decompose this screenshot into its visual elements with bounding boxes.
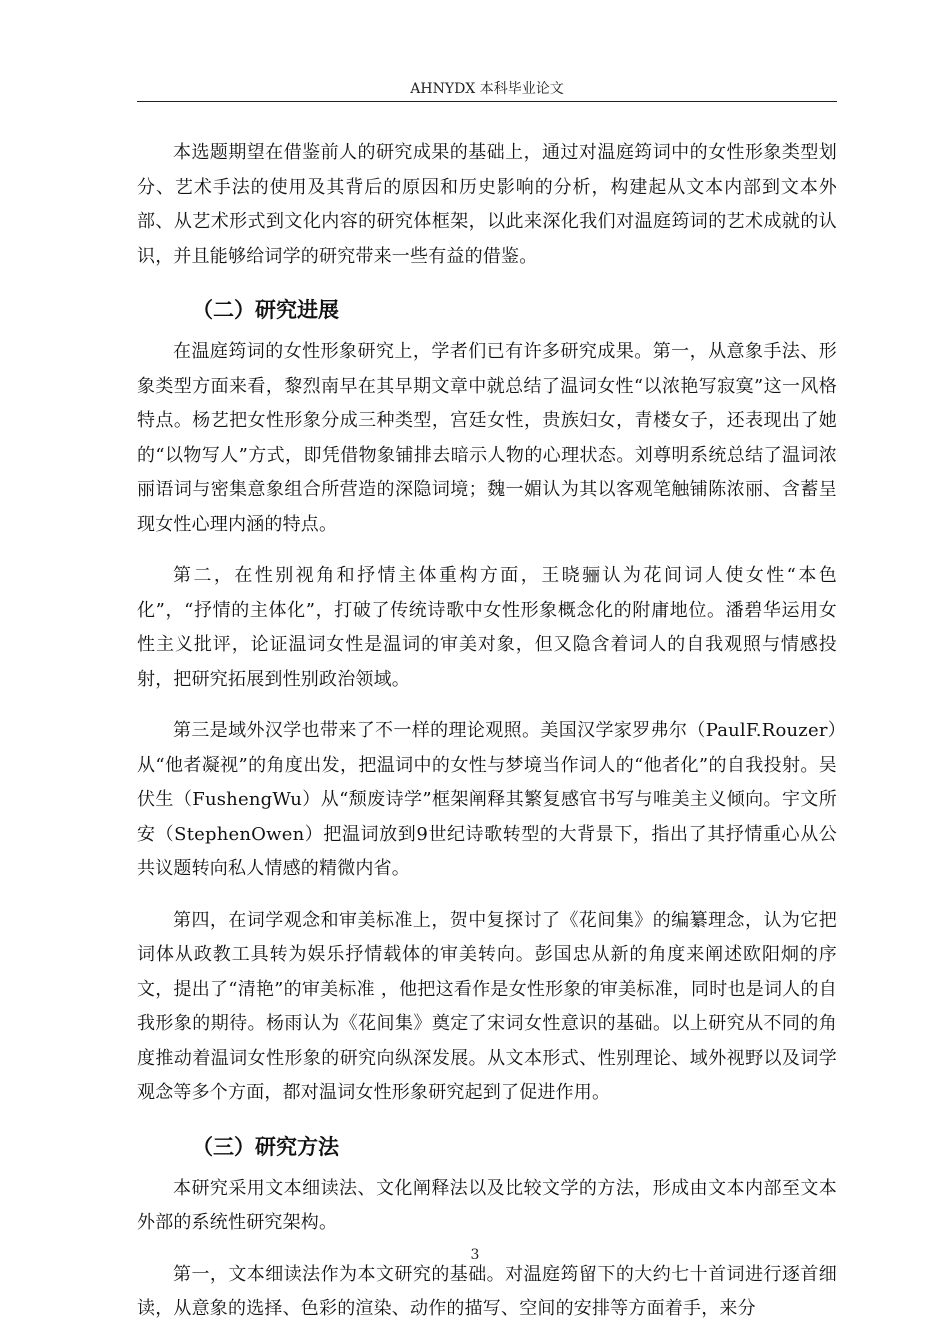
section-heading-research-methods: （三）研究方法 <box>192 1134 339 1159</box>
page-header: AHNYDX 本科毕业论文 <box>410 81 564 97</box>
paragraph: 在温庭筠词的女性形象研究上，学者们已有许多研究成果。第一，从意象手法、形象类型方面来看，黎烈南早在其早期文章中就总结了温词女性“以浓艳写寂寞”这一风格特点。杨艺把女性形象分成三种类型，宫廷女性，贵族妇女，青楼女子，还表现出了她的“以物写人”方式，即凭借物象铺排去暗示人物的心理状态。刘尊明系统总结了温词浓丽语词与密集意象组合所营造的深隐词境；魏一媚认为其以客观笔触铺陈浓丽、含蓄呈现女性心理内涵的特点。 <box>137 341 837 535</box>
paragraph: 本研究采用文本细读法、文化阐释法以及比较文学的方法，形成由文本内部至文本外部的系统性研究架构。 <box>137 1177 837 1233</box>
page-number: 3 <box>470 1247 480 1263</box>
paragraph: 第二，在性别视角和抒情主体重构方面，王晓骊认为花间词人使女性“本色化”，“抒情的主体化”，打破了传统诗歌中女性形象概念化的附庸地位。潘碧华运用女性主义批评，论证温词女性是温词的审美对象，但又隐含着词人的自我观照与情感投射，把研究拓展到性别政治领域。 <box>137 565 837 690</box>
header-divider <box>137 101 837 102</box>
section-heading-research-progress: （二）研究进展 <box>192 298 339 322</box>
page-body <box>137 136 837 1344</box>
paragraph: 第四，在词学观念和审美标准上，贺中复探讨了《花间集》的编纂理念，认为它把词体从政教工具转为娱乐抒情载体的审美转向。彭国忠从新的角度来阐述欧阳炯的序文，提出了“清艳”的审美标准 ，他把这看作是女性形象的审美标准，同时也是词人的自我形象的期待。杨雨认为《花间集》奠定了宋词女性意识的基础。以上研究从不同的角度推动着温词女性形象的研究向纵深发展。从文本形式、性别理论、域外视野以及词学观念等多个方面，都对温词女性形象研究起到了促进作用。 <box>137 909 837 1103</box>
paragraph: 第三是域外汉学也带来了不一样的理论观照。美国汉学家罗弗尔（PaulF.Rouzer）从“他者凝视”的角度出发，把温词中的女性与梦境当作词人的“他者化”的自我投射。吴伏生（FushengWu）从“颓废诗学”框架阐释其繁复感官书写与唯美主义倾向。宇文所安（StephenOwen）把温词放到9世纪诗歌转型的大背景下，指出了其抒情重心从公共议题转向私人情感的精微内省。 <box>137 720 837 879</box>
intro-paragraph: 本选题期望在借鉴前人的研究成果的基础上，通过对温庭筠词中的女性形象类型划分、艺术手法的使用及其背后的原因和历史影响的分析，构建起从文本内部到文本外部、从艺术形式到文化内容的研究体框架，以此来深化我们对温庭筠词的艺术成就的认识，并且能够给词学的研究带来一些有益的借鉴。 <box>137 142 837 267</box>
paragraph: 第一，文本细读法作为本文研究的基础。对温庭筠留下的大约七十首词进行逐首细读，从意象的选择、色彩的渲染、动作的描写、空间的安排等方面着手，来分 <box>137 1263 837 1319</box>
